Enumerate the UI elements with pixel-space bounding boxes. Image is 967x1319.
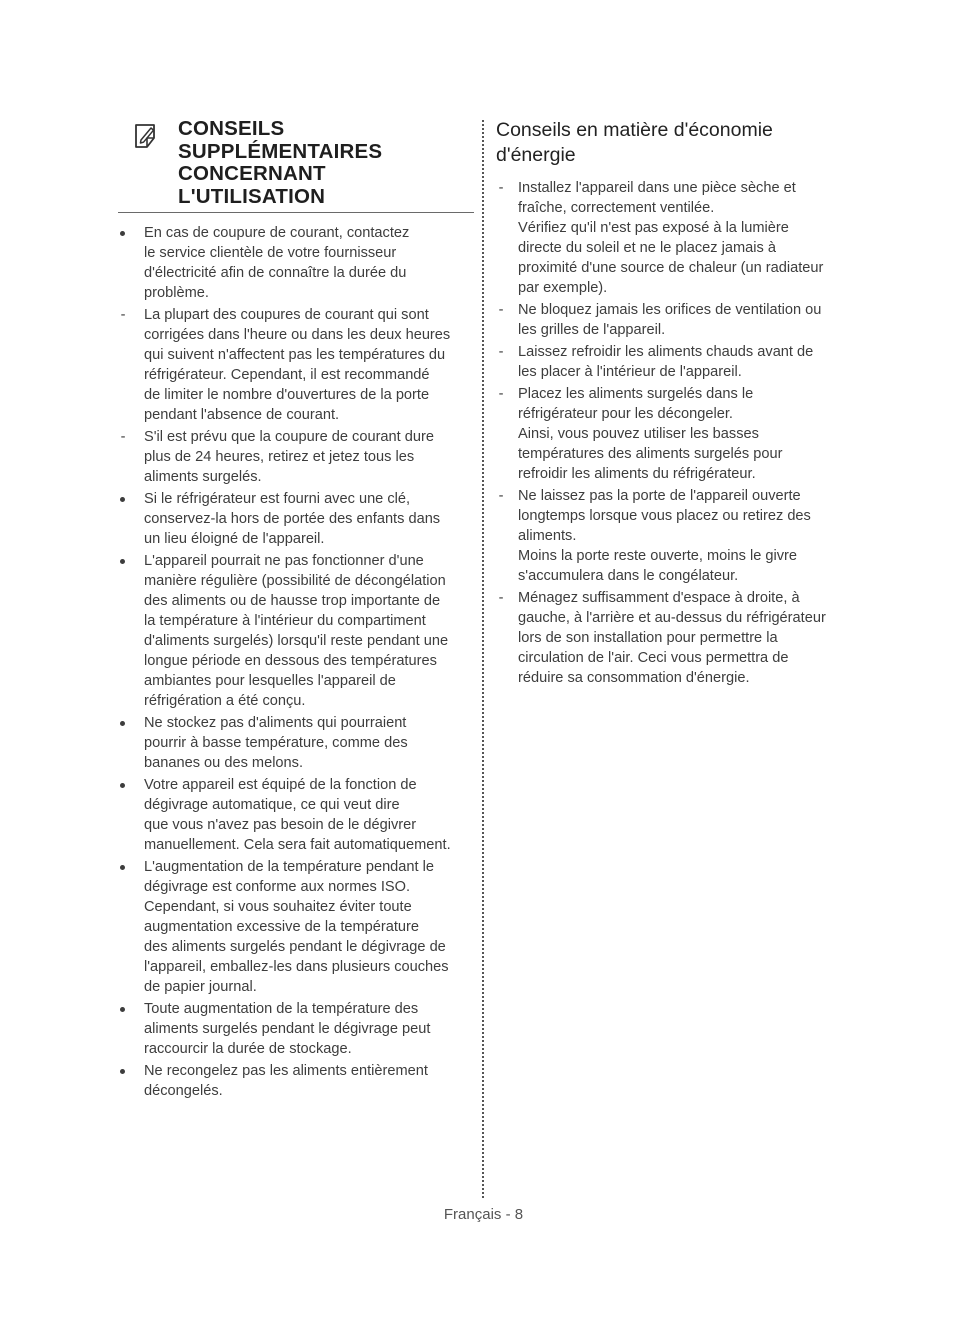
list-item-text: manière régulière (possibilité de décongélation	[144, 573, 446, 589]
left-heading	[178, 118, 474, 208]
dash-marker	[496, 384, 506, 404]
right-column	[496, 118, 856, 690]
list-item-text: augmentation excessive de la température	[144, 919, 420, 935]
list-item-text: les placer à l'intérieur de l'appareil.	[518, 364, 742, 380]
left-heading-line: L'UTILISATION	[178, 184, 326, 208]
left-heading-line: CONSEILS	[178, 117, 285, 140]
list-item-text: Moins la porte reste ouverte, moins le givre	[518, 548, 798, 564]
list-item-text: lors de son installation pour permettre la	[518, 630, 778, 646]
list-item	[118, 999, 474, 1059]
list-item-text: Votre appareil est équipé de la fonction de	[144, 777, 417, 793]
list-item-text: Laissez refroidir les aliments chauds avant de	[518, 344, 814, 360]
list-item-text: dégivrage automatique, ce qui veut dire	[144, 797, 400, 813]
list-item-text: aliments surgelés.	[144, 469, 262, 485]
list-item-text: le service clientèle de votre fournisseur	[144, 245, 397, 261]
list-item-text: Cependant, si vous souhaitez éviter toute	[144, 899, 412, 915]
list-item-text: dégivrage est conforme aux normes ISO.	[144, 879, 411, 895]
list-item-text: les grilles de l'appareil.	[518, 322, 666, 338]
left-tips-list	[118, 223, 474, 1101]
list-item-text: Installez l'appareil dans une pièce sèche et	[518, 180, 796, 196]
list-item-text: Ainsi, vous pouvez utiliser les basses	[518, 426, 759, 442]
list-item-text: longtemps lorsque vous placez ou retirez des	[518, 508, 811, 524]
list-item-text: pendant l'absence de courant.	[144, 407, 340, 423]
list-item-text: gauche, à l'arrière et au-dessus du réfrigérateur	[518, 610, 826, 626]
list-item	[118, 857, 474, 997]
list-item	[496, 342, 856, 382]
list-item	[496, 300, 856, 340]
left-column	[118, 118, 474, 1103]
dash-marker	[496, 342, 506, 362]
list-item	[496, 178, 856, 298]
list-item-text: d'électricité afin de connaître la durée du	[144, 265, 407, 281]
list-item-text: un lieu éloigné de l'appareil.	[144, 531, 325, 547]
list-item-text: réfrigération a été conçu.	[144, 693, 306, 709]
list-item-text: Placez les aliments surgelés dans le	[518, 386, 754, 402]
list-item-text: réduire sa consommation d'énergie.	[518, 670, 750, 686]
list-item-text: manuellement. Cela sera fait automatiquement.	[144, 837, 451, 853]
list-item-text: La plupart des coupures de courant qui sont	[144, 307, 429, 323]
list-item-text: corrigées dans l'heure ou dans les deux heures	[144, 327, 451, 343]
list-item-text: directe du soleil et ne le placez jamais à	[518, 240, 776, 256]
list-item-text: décongelés.	[144, 1083, 223, 1099]
list-item-text: réfrigérateur. Cependant, il est recommandé	[144, 367, 430, 383]
list-item	[118, 223, 474, 303]
list-item-text: s'accumulera dans le congélateur.	[518, 568, 739, 584]
list-item-text: pourrir à basse température, comme des	[144, 735, 408, 751]
list-item-text: Vérifiez qu'il n'est pas exposé à la lumière	[518, 220, 789, 236]
list-item-text: Si le réfrigérateur est fourni avec une clé,	[144, 491, 411, 507]
list-item-text: Ne stockez pas d'aliments qui pourraient	[144, 715, 407, 731]
list-item	[496, 384, 856, 484]
page-footer: Français - 8	[443, 1206, 524, 1223]
list-item-text: bananes ou des melons.	[144, 755, 304, 771]
list-item-text: circulation de l'air. Ceci vous permettra de	[518, 650, 789, 666]
list-item	[118, 427, 474, 487]
list-item	[118, 713, 474, 773]
left-heading-line: CONCERNANT	[178, 162, 326, 185]
list-item-text: Ne recongelez pas les aliments entièrement	[144, 1063, 428, 1079]
list-item-text: raccourcir la durée de stockage.	[144, 1041, 352, 1057]
list-item	[118, 489, 474, 549]
list-item	[496, 588, 856, 688]
dash-marker	[118, 305, 128, 325]
list-item-text: qui suivent n'affectent pas les températures du	[144, 347, 446, 363]
list-item-text: Ne laissez pas la porte de l'appareil ouverte	[518, 488, 801, 504]
dash-marker	[118, 427, 128, 447]
list-item-text: L'augmentation de la température pendant le	[144, 859, 435, 875]
column-divider	[482, 120, 484, 1198]
list-item-text: longue période en dessous des températures	[144, 653, 437, 669]
list-item	[118, 1061, 474, 1101]
list-item-text: la température à l'intérieur du compartiment	[144, 613, 426, 629]
list-item	[496, 486, 856, 586]
list-item-text: de papier journal.	[144, 979, 257, 995]
list-item-text: ambiantes pour lesquelles l'appareil de	[144, 673, 396, 689]
list-item-text: par exemple).	[518, 280, 608, 296]
dash-marker	[496, 588, 506, 608]
list-item-text: S'il est prévu que la coupure de courant dure	[144, 429, 434, 445]
dash-marker	[496, 300, 506, 320]
list-item-text: L'appareil pourrait ne pas fonctionner d'une	[144, 553, 424, 569]
list-item-text: aliments.	[518, 528, 577, 544]
list-item-text: des aliments surgelés pendant le dégivrage de	[144, 939, 446, 955]
list-item-text: problème.	[144, 285, 209, 301]
left-heading-line: SUPPLÉMENTAIRES	[178, 139, 383, 163]
note-pencil-icon	[132, 122, 160, 150]
list-item-text: que vous n'avez pas besoin de le dégivrer	[144, 817, 417, 833]
list-item-text: Toute augmentation de la température des	[144, 1001, 419, 1017]
list-item-text: Ne bloquez jamais les orifices de ventilation ou	[518, 302, 822, 318]
list-item-text: températures des aliments surgelés pour	[518, 446, 783, 462]
list-item-text: proximité d'une source de chaleur (un radiateur	[518, 260, 824, 276]
list-item-text: fraîche, correctement ventilée.	[518, 200, 715, 216]
left-heading-block	[118, 118, 474, 213]
right-tips-list	[496, 178, 856, 688]
list-item	[118, 775, 474, 855]
list-item-text: En cas de coupure de courant, contactez	[144, 225, 410, 241]
right-heading-line: Conseils en matière d'économie	[496, 119, 773, 141]
list-item-text: d'aliments surgelés) lorsqu'il reste pendant une	[144, 633, 449, 649]
right-heading	[496, 118, 856, 168]
list-item-text: l'appareil, emballez-les dans plusieurs couches	[144, 959, 449, 975]
list-item-text: aliments surgelés pendant le dégivrage peut	[144, 1021, 431, 1037]
list-item-text: des aliments ou de hausse trop importante de	[144, 593, 441, 609]
dash-marker	[496, 486, 506, 506]
right-heading-line: d'énergie	[496, 144, 576, 166]
list-item	[118, 305, 474, 425]
list-item-text: de limiter le nombre d'ouvertures de la porte	[144, 387, 430, 403]
dash-marker	[496, 178, 506, 198]
list-item-text: conservez-la hors de portée des enfants dans	[144, 511, 441, 527]
list-item-text: refroidir les aliments du réfrigérateur.	[518, 466, 756, 482]
list-item	[118, 551, 474, 711]
list-item-text: Ménagez suffisamment d'espace à droite, à	[518, 590, 800, 606]
list-item-text: réfrigérateur pour les décongeler.	[518, 406, 733, 422]
list-item-text: plus de 24 heures, retirez et jetez tous les	[144, 449, 415, 465]
